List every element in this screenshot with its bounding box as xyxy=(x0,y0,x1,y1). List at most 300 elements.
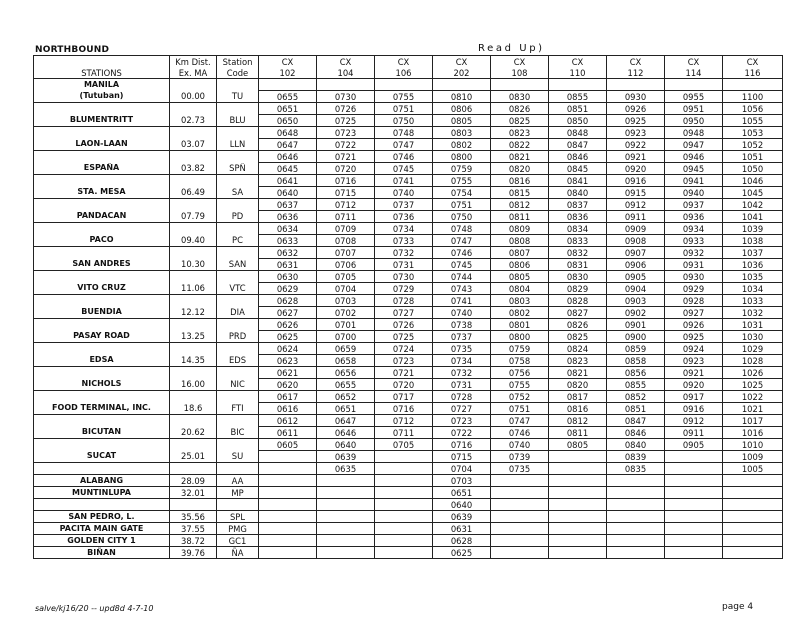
time-cell: 0740 xyxy=(375,187,433,199)
time-cell: 0936 xyxy=(665,211,723,223)
header-row xyxy=(34,67,783,79)
code-cell xyxy=(217,79,259,91)
time-cell xyxy=(665,547,723,559)
time-cell: 0733 xyxy=(375,235,433,247)
time-cell: 0816 xyxy=(549,403,607,415)
time-cell: 0905 xyxy=(607,271,665,283)
time-cell: 0840 xyxy=(549,187,607,199)
time-cell xyxy=(665,523,723,535)
time-cell xyxy=(607,487,665,499)
table-row xyxy=(34,187,783,199)
header-row xyxy=(34,56,783,68)
time-cell: 0700 xyxy=(317,331,375,343)
time-cell: 0926 xyxy=(665,319,723,331)
time-cell: 0803 xyxy=(491,295,549,307)
time-cell: 1050 xyxy=(723,163,783,175)
station-name xyxy=(34,319,170,331)
stations-header: STATIONS xyxy=(34,67,170,79)
time-cell: 0722 xyxy=(317,139,375,151)
time-cell: 0746 xyxy=(491,427,549,439)
time-cell: 1051 xyxy=(723,151,783,163)
code-cell: SPL xyxy=(217,511,259,523)
time-cell: 0702 xyxy=(317,307,375,319)
code-header-sub: Code xyxy=(217,67,259,79)
time-cell xyxy=(723,511,783,523)
time-cell xyxy=(375,499,433,511)
time-cell: 0650 xyxy=(259,115,317,127)
time-cell: 0611 xyxy=(259,427,317,439)
time-cell: 1031 xyxy=(723,319,783,331)
time-cell: 0807 xyxy=(491,247,549,259)
time-cell: 0655 xyxy=(317,379,375,391)
time-cell: 0651 xyxy=(317,403,375,415)
time-cell: 0835 xyxy=(607,463,665,475)
time-cell: 0623 xyxy=(259,355,317,367)
train-prefix: CX xyxy=(549,56,607,68)
table-row xyxy=(34,127,783,139)
time-cell: 0747 xyxy=(491,415,549,427)
time-cell: 0906 xyxy=(607,259,665,271)
time-cell: 0722 xyxy=(433,427,491,439)
time-cell: 0735 xyxy=(433,343,491,355)
time-cell: 0640 xyxy=(317,439,375,451)
time-cell: 0850 xyxy=(549,115,607,127)
km-cell xyxy=(170,199,217,211)
time-cell xyxy=(259,451,317,463)
time-cell: 0815 xyxy=(491,187,549,199)
time-cell: 0912 xyxy=(607,199,665,211)
time-cell: 0756 xyxy=(491,367,549,379)
time-cell: 0801 xyxy=(491,319,549,331)
time-cell: 0646 xyxy=(259,151,317,163)
time-cell: 0621 xyxy=(259,367,317,379)
time-cell: 0937 xyxy=(665,199,723,211)
time-cell xyxy=(375,523,433,535)
time-cell: 0805 xyxy=(433,115,491,127)
time-cell xyxy=(491,487,549,499)
time-cell: 0703 xyxy=(317,295,375,307)
time-cell: 0822 xyxy=(491,139,549,151)
time-cell: 0750 xyxy=(433,211,491,223)
code-cell: EDS xyxy=(217,355,259,367)
stations-header-blank xyxy=(34,56,170,68)
code-cell xyxy=(217,103,259,115)
time-cell: 0625 xyxy=(433,547,491,559)
time-cell: 0823 xyxy=(491,127,549,139)
km-cell: 32.01 xyxy=(170,487,217,499)
km-cell: 11.06 xyxy=(170,283,217,295)
time-cell xyxy=(549,511,607,523)
time-cell: 0743 xyxy=(433,283,491,295)
time-cell xyxy=(549,475,607,487)
time-cell: 0625 xyxy=(259,331,317,343)
time-cell: 0925 xyxy=(607,115,665,127)
time-cell: 0806 xyxy=(491,259,549,271)
code-cell: ÑA xyxy=(217,547,259,559)
footer-note: salve/kj16/20 -- upd8d 4-7-10 xyxy=(35,604,154,613)
read-direction-label: Read Up) xyxy=(478,43,545,54)
table-row xyxy=(34,547,783,559)
time-cell xyxy=(549,463,607,475)
time-cell: 1055 xyxy=(723,115,783,127)
train-number: 106 xyxy=(375,67,433,79)
time-cell: 0846 xyxy=(607,427,665,439)
time-cell: 0932 xyxy=(665,247,723,259)
train-prefix: CX xyxy=(259,56,317,68)
km-cell: 38.72 xyxy=(170,535,217,547)
km-cell: 20.62 xyxy=(170,427,217,439)
train-prefix: CX xyxy=(665,56,723,68)
station-name xyxy=(34,415,170,427)
time-cell: 0851 xyxy=(607,403,665,415)
time-cell xyxy=(491,511,549,523)
time-cell xyxy=(259,511,317,523)
time-cell: 0903 xyxy=(607,295,665,307)
station-name: BLUMENTRITT xyxy=(34,115,170,127)
time-cell xyxy=(549,547,607,559)
time-cell: 0920 xyxy=(607,163,665,175)
time-cell: 0658 xyxy=(317,355,375,367)
km-cell: 16.00 xyxy=(170,379,217,391)
time-cell: 0639 xyxy=(433,511,491,523)
station-name xyxy=(34,223,170,235)
station-name: MANILA xyxy=(34,79,170,91)
time-cell: 0841 xyxy=(549,175,607,187)
table-row xyxy=(34,487,783,499)
time-cell: 0921 xyxy=(607,151,665,163)
time-cell xyxy=(723,487,783,499)
time-cell: 0739 xyxy=(491,451,549,463)
time-cell xyxy=(317,475,375,487)
train-number: 102 xyxy=(259,67,317,79)
time-cell xyxy=(375,463,433,475)
time-cell: 1028 xyxy=(723,355,783,367)
code-cell xyxy=(217,175,259,187)
time-cell xyxy=(607,535,665,547)
train-prefix: CX xyxy=(433,56,491,68)
time-cell: 0820 xyxy=(549,379,607,391)
time-cell: 0704 xyxy=(317,283,375,295)
table-row xyxy=(34,247,783,259)
code-cell: DIA xyxy=(217,307,259,319)
time-cell: 0632 xyxy=(259,247,317,259)
station-name xyxy=(34,127,170,139)
time-cell: 0921 xyxy=(665,367,723,379)
time-cell: 0920 xyxy=(665,379,723,391)
time-cell: 0805 xyxy=(549,439,607,451)
time-cell: 0740 xyxy=(433,307,491,319)
time-cell: 0933 xyxy=(665,235,723,247)
time-cell: 0746 xyxy=(433,247,491,259)
time-cell xyxy=(491,499,549,511)
time-cell xyxy=(607,523,665,535)
code-cell: SA xyxy=(217,187,259,199)
time-cell: 0858 xyxy=(607,355,665,367)
time-cell: 0723 xyxy=(317,127,375,139)
time-cell: 0930 xyxy=(607,91,665,103)
time-cell: 0904 xyxy=(607,283,665,295)
time-cell xyxy=(607,547,665,559)
time-cell: 0755 xyxy=(375,91,433,103)
time-cell: 1042 xyxy=(723,199,783,211)
time-cell: 0948 xyxy=(665,127,723,139)
time-cell: 0720 xyxy=(317,163,375,175)
train-number: 116 xyxy=(723,67,783,79)
station-name xyxy=(34,391,170,403)
time-cell: 0645 xyxy=(259,163,317,175)
station-name: (Tutuban) xyxy=(34,91,170,103)
time-cell: 0725 xyxy=(317,115,375,127)
time-cell xyxy=(259,463,317,475)
table-row xyxy=(34,439,783,451)
time-cell: 0705 xyxy=(375,439,433,451)
table-row xyxy=(34,271,783,283)
time-cell xyxy=(723,475,783,487)
time-cell: 0840 xyxy=(607,439,665,451)
code-cell: PMG xyxy=(217,523,259,535)
time-cell: 0628 xyxy=(433,535,491,547)
time-cell: 0950 xyxy=(665,115,723,127)
time-cell: 0734 xyxy=(433,355,491,367)
time-cell: 0847 xyxy=(607,415,665,427)
code-cell: NIC xyxy=(217,379,259,391)
km-cell: 39.76 xyxy=(170,547,217,559)
time-cell: 0727 xyxy=(433,403,491,415)
time-cell: 0647 xyxy=(259,139,317,151)
table-row xyxy=(34,475,783,487)
time-cell: 0725 xyxy=(375,331,433,343)
time-cell: 0626 xyxy=(259,319,317,331)
time-cell xyxy=(317,511,375,523)
station-name xyxy=(34,271,170,283)
station-name: MUNTINLUPA xyxy=(34,487,170,499)
time-cell: 0711 xyxy=(317,211,375,223)
time-cell: 1038 xyxy=(723,235,783,247)
time-cell: 0907 xyxy=(607,247,665,259)
table-row xyxy=(34,295,783,307)
time-cell xyxy=(375,547,433,559)
station-name: BICUTAN xyxy=(34,427,170,439)
time-cell: 0923 xyxy=(665,355,723,367)
time-cell xyxy=(375,79,433,91)
table-row xyxy=(34,451,783,463)
km-cell xyxy=(170,271,217,283)
time-cell: 0651 xyxy=(433,487,491,499)
table-row xyxy=(34,523,783,535)
time-cell: 1026 xyxy=(723,367,783,379)
train-prefix: CX xyxy=(317,56,375,68)
station-name xyxy=(34,295,170,307)
time-cell: 1022 xyxy=(723,391,783,403)
table-row xyxy=(34,199,783,211)
station-name: PANDACAN xyxy=(34,211,170,223)
time-cell xyxy=(491,523,549,535)
time-cell xyxy=(607,475,665,487)
time-cell: 0639 xyxy=(317,451,375,463)
time-cell: 0712 xyxy=(375,415,433,427)
km-header-sub: Ex. MA xyxy=(170,67,217,79)
time-cell: 0740 xyxy=(491,439,549,451)
station-name: STA. MESA xyxy=(34,187,170,199)
time-cell: 0635 xyxy=(317,463,375,475)
table-row xyxy=(34,283,783,295)
time-cell: 0806 xyxy=(433,103,491,115)
time-cell: 0758 xyxy=(491,355,549,367)
km-cell: 28.09 xyxy=(170,475,217,487)
time-cell: 0745 xyxy=(375,163,433,175)
table-row xyxy=(34,163,783,175)
time-cell xyxy=(723,547,783,559)
time-cell: 0651 xyxy=(259,103,317,115)
time-cell: 0951 xyxy=(665,103,723,115)
time-cell: 0839 xyxy=(607,451,665,463)
km-cell: 09.40 xyxy=(170,235,217,247)
time-cell: 0711 xyxy=(375,427,433,439)
time-cell: 0631 xyxy=(259,259,317,271)
time-cell: 0901 xyxy=(607,319,665,331)
table-row xyxy=(34,175,783,187)
time-cell: 0716 xyxy=(433,439,491,451)
time-cell: 0745 xyxy=(433,259,491,271)
table-row xyxy=(34,511,783,523)
time-cell: 1052 xyxy=(723,139,783,151)
time-cell: 0824 xyxy=(549,343,607,355)
time-cell: 1037 xyxy=(723,247,783,259)
station-name xyxy=(34,367,170,379)
km-cell xyxy=(170,151,217,163)
time-cell: 0905 xyxy=(665,439,723,451)
code-cell: TU xyxy=(217,91,259,103)
table-row xyxy=(34,79,783,91)
time-cell: 1016 xyxy=(723,427,783,439)
table-row xyxy=(34,235,783,247)
table-row xyxy=(34,331,783,343)
time-cell: 1035 xyxy=(723,271,783,283)
code-cell xyxy=(217,127,259,139)
table-row xyxy=(34,91,783,103)
code-cell: MP xyxy=(217,487,259,499)
time-cell: 0834 xyxy=(549,223,607,235)
station-name xyxy=(34,343,170,355)
time-cell: 0628 xyxy=(259,295,317,307)
train-number: 112 xyxy=(607,67,665,79)
time-cell: 0726 xyxy=(317,103,375,115)
time-cell xyxy=(549,523,607,535)
time-cell: 0656 xyxy=(317,367,375,379)
table-row xyxy=(34,415,783,427)
timetable xyxy=(33,55,783,559)
time-cell: 0641 xyxy=(259,175,317,187)
table-row xyxy=(34,379,783,391)
time-cell xyxy=(317,487,375,499)
time-cell xyxy=(665,79,723,91)
time-cell: 1017 xyxy=(723,415,783,427)
time-cell: 1041 xyxy=(723,211,783,223)
time-cell: 0929 xyxy=(665,283,723,295)
time-cell: 0804 xyxy=(491,283,549,295)
time-cell xyxy=(259,547,317,559)
time-cell: 0750 xyxy=(375,115,433,127)
station-name: GOLDEN CITY 1 xyxy=(34,535,170,547)
time-cell: 0616 xyxy=(259,403,317,415)
km-cell xyxy=(170,415,217,427)
station-name: SAN ANDRES xyxy=(34,259,170,271)
time-cell: 0751 xyxy=(375,103,433,115)
station-name: ALABANG xyxy=(34,475,170,487)
code-cell xyxy=(217,151,259,163)
time-cell: 0755 xyxy=(491,379,549,391)
time-cell: 0731 xyxy=(375,259,433,271)
direction-label: NORTHBOUND xyxy=(35,45,110,55)
time-cell xyxy=(665,511,723,523)
time-cell: 0805 xyxy=(491,271,549,283)
table-row xyxy=(34,307,783,319)
km-cell: 13.25 xyxy=(170,331,217,343)
table-row xyxy=(34,367,783,379)
time-cell xyxy=(491,535,549,547)
time-cell: 0730 xyxy=(317,91,375,103)
km-cell xyxy=(170,103,217,115)
time-cell: 0912 xyxy=(665,415,723,427)
time-cell xyxy=(665,487,723,499)
time-cell xyxy=(491,475,549,487)
time-cell: 0931 xyxy=(665,259,723,271)
time-cell: 0928 xyxy=(665,295,723,307)
time-cell xyxy=(549,451,607,463)
time-cell: 0746 xyxy=(375,151,433,163)
time-cell xyxy=(375,511,433,523)
time-cell: 0909 xyxy=(607,223,665,235)
km-cell: 18.6 xyxy=(170,403,217,415)
time-cell xyxy=(259,79,317,91)
time-cell: 0735 xyxy=(491,463,549,475)
time-cell: 0911 xyxy=(607,211,665,223)
time-cell: 0747 xyxy=(433,235,491,247)
table-row xyxy=(34,535,783,547)
table-row xyxy=(34,343,783,355)
time-cell: 0631 xyxy=(433,523,491,535)
station-name xyxy=(34,103,170,115)
time-cell: 1056 xyxy=(723,103,783,115)
time-cell xyxy=(375,535,433,547)
time-cell: 0732 xyxy=(433,367,491,379)
station-name: PASAY ROAD xyxy=(34,331,170,343)
code-cell: SAN xyxy=(217,259,259,271)
time-cell xyxy=(607,511,665,523)
time-cell: 0741 xyxy=(433,295,491,307)
code-cell: BLU xyxy=(217,115,259,127)
time-cell: 0709 xyxy=(317,223,375,235)
km-cell: 07.79 xyxy=(170,211,217,223)
time-cell: 0723 xyxy=(375,355,433,367)
time-cell xyxy=(317,535,375,547)
station-name: FOOD TERMINAL, INC. xyxy=(34,403,170,415)
code-cell: AA xyxy=(217,475,259,487)
km-cell: 06.49 xyxy=(170,187,217,199)
time-cell: 0751 xyxy=(491,403,549,415)
code-cell xyxy=(217,499,259,511)
time-cell: 0633 xyxy=(259,235,317,247)
time-cell: 0716 xyxy=(375,403,433,415)
time-cell: 0908 xyxy=(607,235,665,247)
code-cell: BIC xyxy=(217,427,259,439)
time-cell: 0728 xyxy=(433,391,491,403)
time-cell: 0800 xyxy=(491,331,549,343)
km-cell xyxy=(170,463,217,475)
time-cell xyxy=(723,499,783,511)
time-cell: 0747 xyxy=(375,139,433,151)
code-cell xyxy=(217,271,259,283)
